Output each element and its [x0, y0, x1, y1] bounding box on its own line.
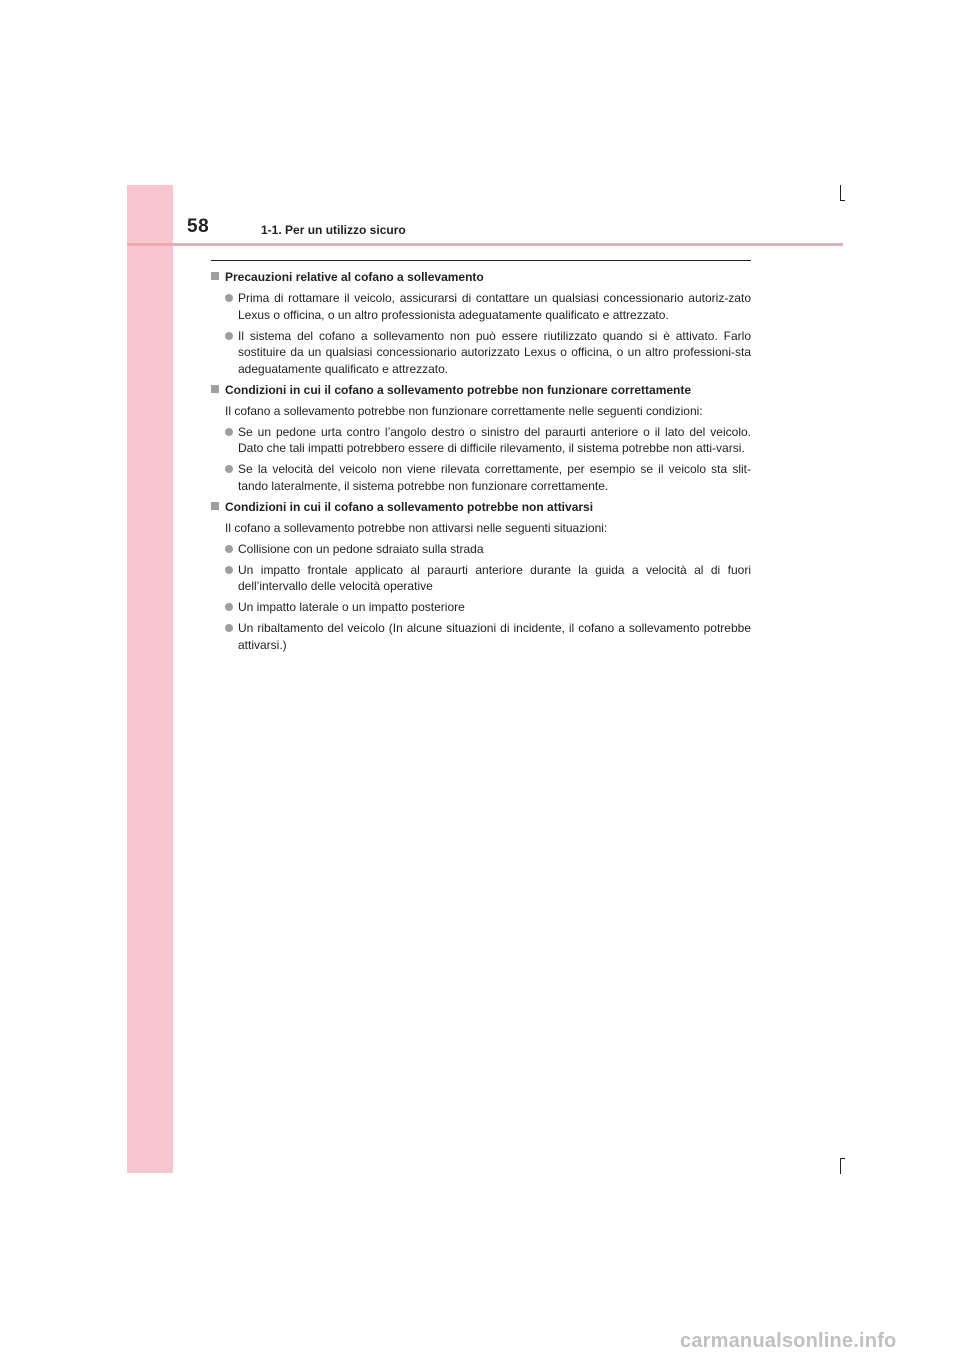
square-bullet-icon — [211, 272, 219, 280]
section-heading — [211, 499, 751, 516]
list-item-text: Collisione con un pedone sdraiato sulla strada — [238, 541, 484, 556]
section-heading-text: Condizioni in cui il cofano a sollevamento potrebbe non attivarsi — [225, 499, 594, 514]
circle-bullet-icon — [225, 603, 233, 611]
list-item-text: Se la velocità del veicolo non viene rilevata correttamente, per esempio se il veicolo sta slit-tando lateralmente, il sistema potrebbe non funzionare correttamente. — [238, 462, 751, 493]
list-item — [225, 562, 751, 595]
content-body — [211, 269, 751, 658]
circle-bullet-icon — [225, 545, 233, 553]
list-item-text: Se un pedone urta contro l’angolo destro o sinistro del paraurti anteriore o il lato del veicolo. Dato che tali impatti potrebbero essere di difficile rilevamento, il sistema potrebbe non atti-varsi. — [238, 424, 751, 455]
circle-bullet-icon — [225, 332, 233, 340]
list-item — [225, 424, 751, 457]
section-heading-text: Precauzioni relative al cofano a sollevamento — [225, 270, 484, 284]
square-bullet-icon — [211, 502, 219, 510]
section-intro: Il cofano a sollevamento potrebbe non attivarsi nelle seguenti situazioni: — [225, 520, 608, 535]
square-bullet-icon — [211, 385, 219, 393]
section-title: 1-1. Per un utilizzo sicuro — [261, 223, 406, 237]
header-rule — [127, 243, 843, 246]
list-item-text: Un impatto frontale applicato al paraurti anteriore durante la guida a velocità al di fuori dell’intervallo delle velocità operative — [238, 562, 751, 593]
list-item — [225, 461, 751, 494]
section-heading-text: Condizioni in cui il cofano a sollevamento potrebbe non funzionare correttamente — [225, 382, 692, 397]
side-tab-strip — [127, 185, 173, 1173]
page-number: 58 — [187, 216, 210, 237]
list-item — [225, 290, 751, 323]
list-item — [225, 599, 751, 616]
section-heading — [211, 269, 751, 286]
list-item-text: Un ribaltamento del veicolo (In alcune situazioni di incidente, il cofano a sollevamento potrebbe attivarsi.) — [238, 621, 751, 652]
circle-bullet-icon — [225, 465, 233, 473]
content-top-rule — [211, 260, 751, 261]
list-item — [225, 620, 751, 653]
list-item — [225, 541, 751, 558]
watermark: carmanualsonline.info — [680, 1330, 897, 1352]
circle-bullet-icon — [225, 428, 233, 436]
circle-bullet-icon — [225, 294, 233, 302]
section-heading — [211, 382, 751, 399]
list-item-text: Un impatto laterale o un impatto posteriore — [238, 600, 465, 614]
list-item-text: Il sistema del cofano a sollevamento non può essere riutilizzato quando si è attivato. Farlo sostituire da un qualsiasi concessionario autorizzato Lexus o officina, o un altro professioni-sta adeguatamente qualificato e attrezzato. — [238, 328, 751, 376]
crop-mark-bottom — [840, 1158, 845, 1174]
section-intro: Il cofano a sollevamento potrebbe non funzionare correttamente nelle seguenti condizioni: — [225, 403, 703, 418]
circle-bullet-icon — [225, 624, 233, 632]
crop-mark-top — [840, 185, 845, 201]
circle-bullet-icon — [225, 566, 233, 574]
list-item — [225, 328, 751, 378]
list-item-text: Prima di rottamare il veicolo, assicurarsi di contattare un qualsiasi concessionario autoriz-zato Lexus o officina, o un altro professionista adeguatamente qualificato e attrezzato. — [238, 291, 751, 322]
